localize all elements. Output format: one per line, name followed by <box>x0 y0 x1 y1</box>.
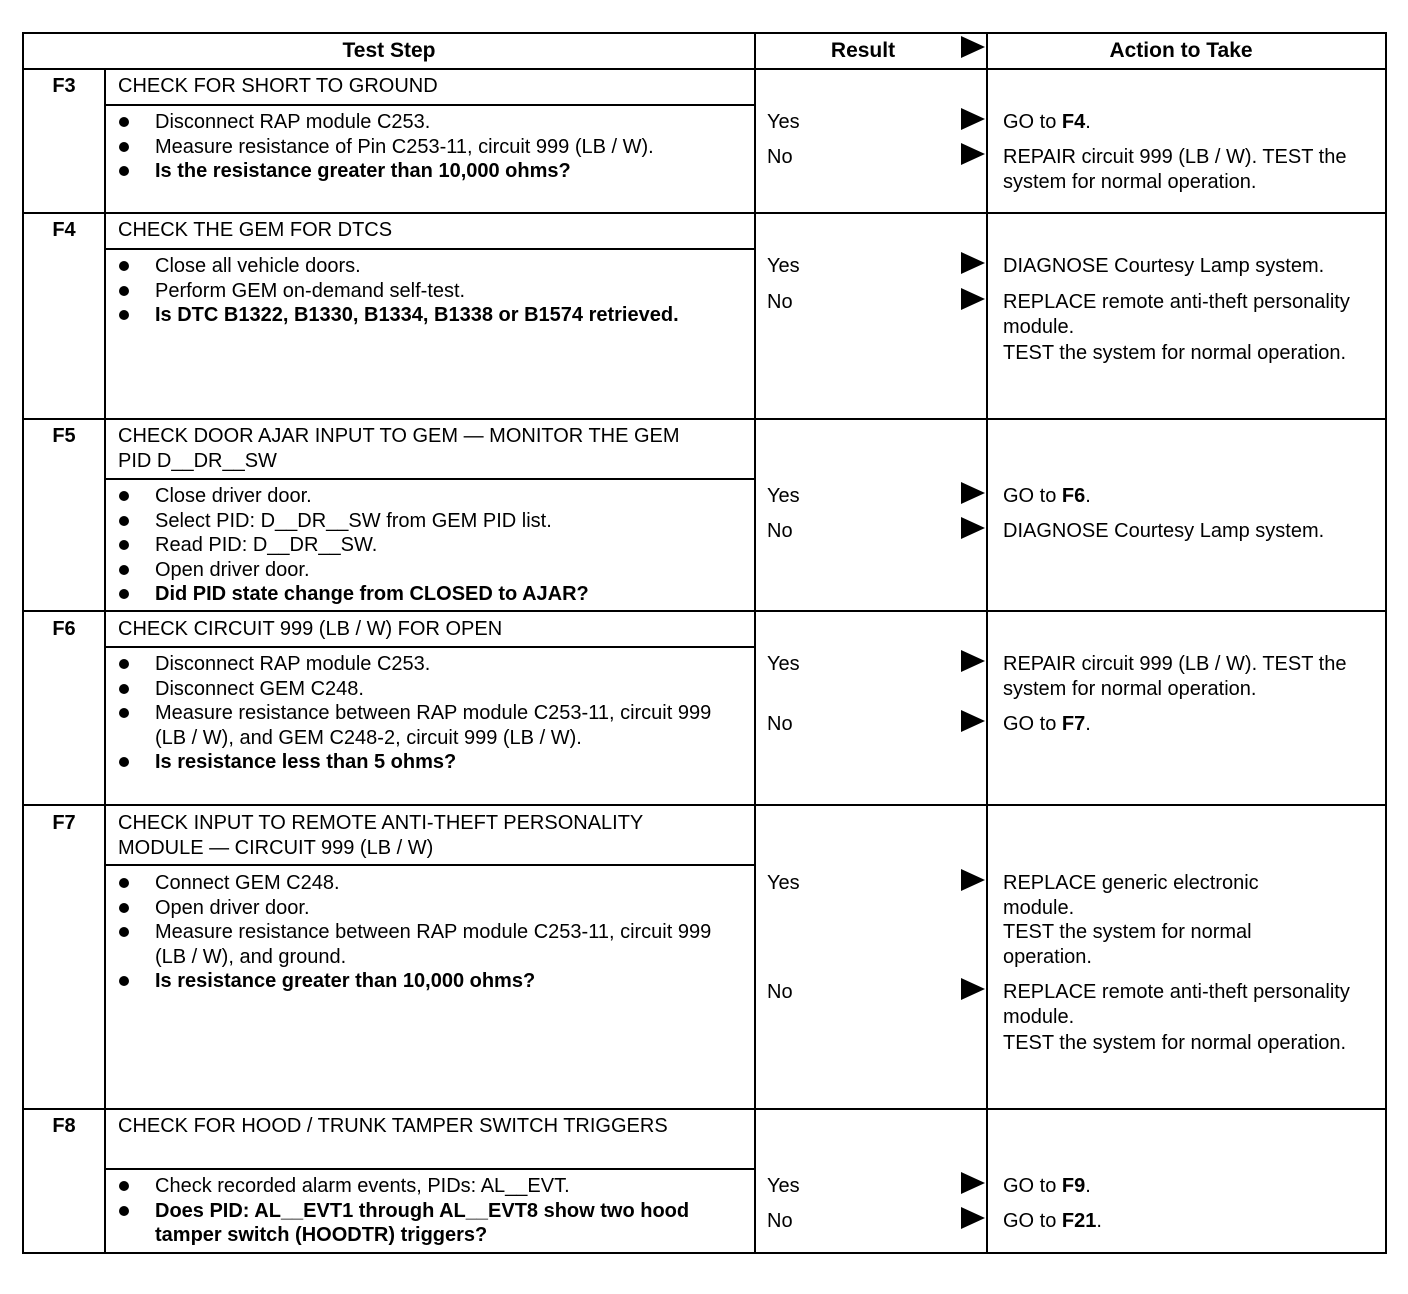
instruction-item: Disconnect RAP module C253. <box>117 110 747 135</box>
step-question: Is resistance greater than 10,000 ohms? <box>117 969 722 994</box>
arrow-icon <box>961 978 985 1000</box>
step-title: CHECK FOR HOOD / TRUNK TAMPER SWITCH TRIGGERS <box>118 1115 668 1137</box>
result-yes: Yes <box>767 872 800 894</box>
action-text: REPLACE generic electronic module. TEST the system for normal operation. <box>1003 872 1259 968</box>
title-underline <box>104 864 754 866</box>
instruction-item: Perform GEM on-demand self-test. <box>117 279 747 304</box>
arrow-icon <box>961 288 985 310</box>
action-text: REPAIR circuit 999 (LB / W). TEST the system for normal operation. <box>1003 146 1347 193</box>
step-title: CHECK DOOR AJAR INPUT TO GEM — MONITOR THE GEM PID D__DR__SW <box>118 425 680 472</box>
instruction-item: Measure resistance of Pin C253-11, circuit 999 (LB / W). <box>117 135 747 160</box>
step-id: F6 <box>52 618 76 640</box>
arrow-icon <box>961 252 985 274</box>
step-title: CHECK CIRCUIT 999 (LB / W) FOR OPEN <box>118 618 503 640</box>
result-no: No <box>767 520 793 542</box>
instruction-item: Open driver door. <box>117 896 722 921</box>
action-text: GO to F9. <box>1003 1175 1091 1197</box>
result-yes: Yes <box>767 485 800 507</box>
step-instructions <box>117 652 722 775</box>
step-instructions <box>117 871 722 994</box>
step-instructions <box>117 110 747 184</box>
left-border <box>22 32 24 1254</box>
action-text: GO to F6. <box>1003 485 1091 507</box>
header-test-step: Test Step <box>342 39 436 62</box>
row-divider <box>22 1108 1387 1110</box>
instruction-item: Measure resistance between RAP module C253-11, circuit 999 (LB / W), and GEM C248-2, circuit 999 (LB / W). <box>117 701 722 750</box>
step-question: Is resistance less than 5 ohms? <box>117 750 722 775</box>
step-question: Is the resistance greater than 10,000 ohms? <box>117 159 747 184</box>
action-text: GO to F7. <box>1003 713 1091 735</box>
result-no: No <box>767 146 793 168</box>
result-yes: Yes <box>767 111 800 133</box>
title-underline <box>104 104 754 106</box>
step-reference: F6 <box>1061 485 1086 507</box>
step-instructions <box>117 484 747 607</box>
instruction-item: Connect GEM C248. <box>117 871 722 896</box>
row-divider <box>22 212 1387 214</box>
action-text: GO to F21. <box>1003 1210 1102 1232</box>
action-text: DIAGNOSE Courtesy Lamp system. <box>1003 520 1325 542</box>
id-column-divider <box>104 68 106 1254</box>
instruction-item: Disconnect GEM C248. <box>117 677 722 702</box>
instruction-item: Check recorded alarm events, PIDs: AL__EVT. <box>117 1174 722 1199</box>
header-result: Result <box>830 39 896 62</box>
result-yes: Yes <box>767 653 800 675</box>
row-divider <box>22 418 1387 420</box>
step-id: F8 <box>52 1115 76 1137</box>
step-title: CHECK THE GEM FOR DTCS <box>118 219 393 241</box>
arrow-icon <box>961 143 985 165</box>
step-id: F4 <box>52 219 76 241</box>
step-reference: F9 <box>1061 1175 1086 1197</box>
action-column-divider <box>986 32 988 1254</box>
step-reference: F21 <box>1061 1210 1097 1232</box>
instruction-item: Close all vehicle doors. <box>117 254 747 279</box>
title-underline <box>104 248 754 250</box>
instruction-item: Measure resistance between RAP module C253-11, circuit 999 (LB / W), and ground. <box>117 920 722 969</box>
title-underline <box>104 646 754 648</box>
row-divider <box>22 804 1387 806</box>
arrow-icon <box>961 1172 985 1194</box>
arrow-icon <box>961 1207 985 1229</box>
arrow-icon <box>961 650 985 672</box>
result-yes: Yes <box>767 1175 800 1197</box>
header-arrow-icon <box>961 36 985 58</box>
result-yes: Yes <box>767 255 800 277</box>
row-divider <box>22 610 1387 612</box>
instruction-item: Read PID: D__DR__SW. <box>117 533 747 558</box>
result-column-divider <box>754 32 756 1254</box>
title-underline <box>104 478 754 480</box>
instruction-item: Close driver door. <box>117 484 747 509</box>
action-text: REPLACE remote anti-theft personality module. TEST the system for normal operation. <box>1003 291 1350 364</box>
result-no: No <box>767 291 793 313</box>
result-no: No <box>767 1210 793 1232</box>
step-id: F7 <box>52 812 76 834</box>
action-text: REPAIR circuit 999 (LB / W). TEST the system for normal operation. <box>1003 653 1347 700</box>
result-no: No <box>767 981 793 1003</box>
step-question: Did PID state change from CLOSED to AJAR? <box>117 582 747 607</box>
step-instructions <box>117 1174 722 1248</box>
instruction-item: Open driver door. <box>117 558 747 583</box>
step-id: F3 <box>52 75 76 97</box>
step-question: Is DTC B1322, B1330, B1334, B1338 or B1574 retrieved. <box>117 303 747 328</box>
step-instructions <box>117 254 747 328</box>
arrow-icon <box>961 869 985 891</box>
action-text: REPLACE remote anti-theft personality module. TEST the system for normal operation. <box>1003 981 1350 1054</box>
arrow-icon <box>961 517 985 539</box>
action-text: GO to F4. <box>1003 111 1091 133</box>
top-border <box>22 32 1387 34</box>
step-id: F5 <box>52 425 76 447</box>
step-reference: F7 <box>1061 713 1086 735</box>
step-title: CHECK INPUT TO REMOTE ANTI-THEFT PERSONALITY MODULE — CIRCUIT 999 (LB / W) <box>118 812 643 859</box>
arrow-icon <box>961 482 985 504</box>
step-reference: F4 <box>1061 111 1086 133</box>
result-no: No <box>767 713 793 735</box>
instruction-item: Select PID: D__DR__SW from GEM PID list. <box>117 509 747 534</box>
step-question: Does PID: AL__EVT1 through AL__EVT8 show two hood tamper switch (HOODTR) triggers? <box>117 1199 722 1248</box>
step-title: CHECK FOR SHORT TO GROUND <box>118 75 438 97</box>
instruction-item: Disconnect RAP module C253. <box>117 652 722 677</box>
arrow-icon <box>961 710 985 732</box>
action-text: DIAGNOSE Courtesy Lamp system. <box>1003 255 1325 277</box>
header-divider <box>22 68 1387 70</box>
header-action: Action to Take <box>1109 39 1253 62</box>
bottom-border <box>22 1252 1387 1254</box>
right-border <box>1385 32 1387 1254</box>
title-underline <box>104 1168 754 1170</box>
arrow-icon <box>961 108 985 130</box>
